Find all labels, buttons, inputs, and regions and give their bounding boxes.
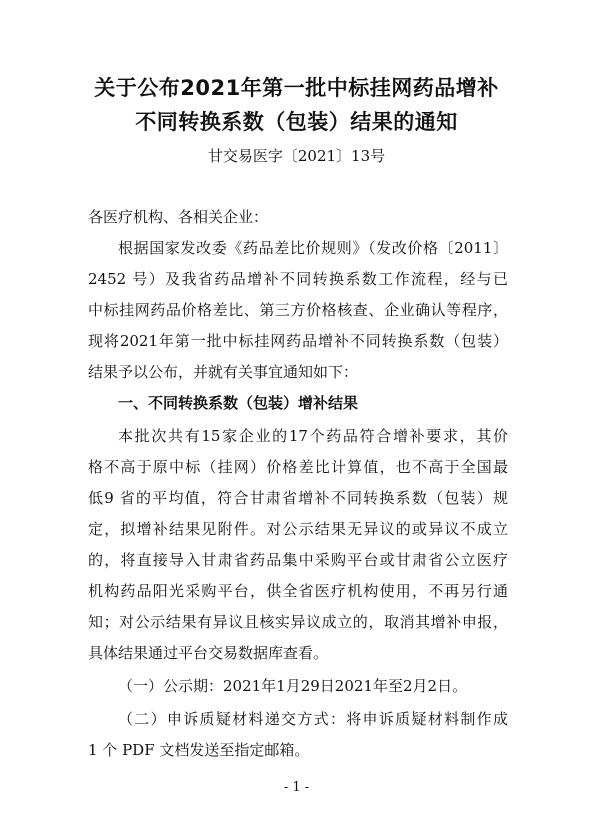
paragraph-1-line: 结果予以公布，并就有关事宜通知如下： [88, 363, 359, 381]
paragraph-1-line: 中标挂网药品价格差比、第三方价格核查、企业确认等程序， [88, 301, 508, 319]
item-2-line: 1 个 PDF 文档发送至指定邮箱。 [88, 741, 310, 759]
paragraph-2-line: 的，将直接导入甘肃省药品集中采购平台或甘肃省公立医疗 [88, 551, 508, 569]
paragraph-2-line: 知；对公示结果有异议且核实异议成立的，取消其增补申报， [88, 613, 508, 631]
item-2-line: （二）申诉质疑材料递交方式：将申诉质疑材料制作成 [118, 710, 508, 728]
document-number: 甘交易医字〔2021〕13号 [207, 147, 386, 165]
paragraph-2-line: 本批次共有15家企业的17个药品符合增补要求，其价 [118, 427, 508, 445]
salutation: 各医疗机构、各相关企业： [88, 208, 269, 226]
section-1-heading: 一、不同转换系数（包装）增补结果 [118, 394, 359, 412]
page-number: - 1 - [283, 780, 310, 795]
document-title-line-2: 不同转换系数（包装）结果的通知 [135, 110, 458, 134]
paragraph-2-line: 格不高于原中标（挂网）价格差比计算值，也不高于全国最 [88, 458, 508, 476]
paragraph-2-line: 机构药品阳光采购平台，供全省医疗机构使用，不再另行通 [88, 582, 508, 600]
paragraph-2-line: 具体结果通过平台交易数据库查看。 [88, 644, 329, 662]
item-1-publicity-period: （一）公示期：2021年1月29日2021年至2月2日。 [118, 677, 468, 695]
document-title-line-1: 关于公布2021年第一批中标挂网药品增补 [94, 76, 499, 100]
paragraph-1-line: 根据国家发改委《药品差比价规则》（发改价格〔2011〕 [118, 239, 508, 257]
paragraph-1-line: 2452 号）及我省药品增补不同转换系数工作流程，经与已 [88, 270, 508, 288]
paragraph-2-line: 定，拟增补结果见附件。对公示结果无异议的或异议不成立 [88, 520, 508, 538]
paragraph-2-line: 低9 省的平均值，符合甘肃省增补不同转换系数（包装）规 [88, 489, 508, 507]
paragraph-1-line: 现将2021年第一批中标挂网药品增补不同转换系数（包装） [88, 332, 508, 350]
